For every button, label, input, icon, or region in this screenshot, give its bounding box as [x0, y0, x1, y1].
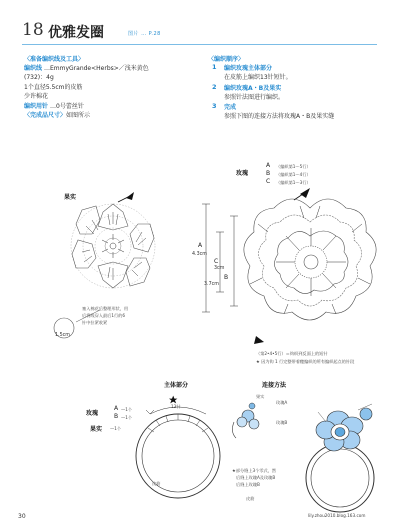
hook-text: …0号蕾丝针: [50, 103, 84, 110]
step-2-text: 参照针法图进行编织。: [224, 94, 285, 101]
fruit-chart-title: 果实: [64, 194, 77, 201]
size-tag: 〈完成品尺寸〉: [24, 112, 67, 119]
pattern-title: 优雅发圈: [48, 25, 104, 41]
rose-note-1: （第2•4•5行）＝钩织到反面上的短针: [256, 351, 328, 356]
cotton-text: 少许棉花: [24, 93, 49, 100]
rose-count-label: 玫瑰: [86, 410, 99, 417]
main-part-title: 主体部分: [164, 382, 189, 389]
step-3-heading: 完成: [224, 104, 237, 111]
fruit-size: 1.5cm: [55, 333, 70, 338]
rose-chart-title: 玫瑰: [236, 170, 249, 177]
connect-rose-b-label: 玫瑰B: [276, 420, 288, 425]
fruit-count: —1个: [110, 426, 122, 431]
yarn-text: …EmmyGrande<Herbs>／浅米黄色: [44, 65, 149, 72]
rose-b-count: —1个: [121, 415, 133, 420]
rose-b-count-key: B: [114, 413, 119, 420]
size-text: 如图所示: [66, 112, 91, 119]
legend-a-key: A: [266, 162, 271, 169]
rose-a-count-key: A: [114, 405, 119, 412]
legend-b-key: B: [266, 170, 271, 177]
step-2-number: 2: [212, 83, 217, 91]
connect-note-1: ★部分缝上3个零式，然: [232, 468, 277, 473]
legend-c-key: C: [266, 178, 271, 185]
dim-c-value: 3cm: [214, 266, 225, 271]
ring-text: 1个直径5.5cm的皮筋: [24, 84, 83, 91]
connect-diagram: [226, 392, 386, 522]
materials-tag: 〈准备编织线及工具〉: [24, 56, 85, 63]
connect-ring-label: 皮筋: [246, 496, 255, 501]
connect-title: 连接方法: [262, 382, 287, 389]
main-ring-label: 皮筋: [152, 481, 161, 486]
fruit-count-label: 果实: [90, 426, 103, 433]
step-1-heading: 编织玫瑰主体部分: [224, 65, 273, 72]
connect-rose-a-label: 玫瑰A: [276, 400, 288, 405]
connect-note-2: 后缝上玫瑰A及玫瑰B: [236, 475, 276, 480]
pattern-number: 18: [22, 20, 44, 40]
step-1-text: 在皮筋上编织13针短针。: [224, 74, 292, 81]
page-number: 30: [18, 513, 26, 520]
legend-b-text: （编织第1～4行）: [276, 172, 311, 177]
legend-c-text: （编织第1～3行）: [276, 180, 311, 185]
photo-ref: 图片 … P.28: [128, 31, 161, 37]
dim-a-value: 4.3cm: [192, 252, 207, 257]
connect-fruit-label: 果实: [256, 394, 265, 399]
yarn-amount: (732)：4g: [24, 74, 54, 81]
step-1-number: 1: [212, 63, 217, 71]
dim-c-key: C: [214, 258, 219, 265]
stitch-count: 13针: [171, 404, 181, 409]
fruit-note-3: 针中拉紧收紧: [82, 320, 108, 325]
dim-b-value: 3.7cm: [204, 282, 219, 287]
dim-b-key: B: [224, 274, 229, 281]
step-3-text: 参照下图的连接方法将玫瑰A・B及果实缝: [224, 113, 335, 120]
dim-a-key: A: [198, 242, 203, 249]
fruit-chart: [58, 190, 188, 310]
step-3-number: 3: [212, 102, 217, 110]
hook-label: 编织用针: [24, 103, 49, 110]
rose-note-2: ★ 因为钩 1 行完整带着穗编织的所有编织起点的针段: [256, 359, 355, 364]
order-tag: 〈编织顺序〉: [208, 56, 245, 63]
legend-a-text: （编织第1～5行）: [276, 164, 311, 169]
rose-a-count: —1个: [121, 407, 133, 412]
fruit-note-1: 塞入棉花后整理形状，用: [82, 306, 129, 311]
connect-note-3: 后缝上玫瑰B: [236, 482, 260, 487]
rose-chart: [228, 180, 388, 350]
fruit-note-2: 后将线穿入最后1行的6: [82, 313, 126, 318]
blog-credit: lily.zhou2010.blog.163.com: [308, 513, 366, 518]
step-2-heading: 编织玫瑰A・B及果实: [224, 85, 282, 92]
header-rule: [22, 44, 377, 45]
yarn-label: 编织线: [24, 65, 43, 72]
